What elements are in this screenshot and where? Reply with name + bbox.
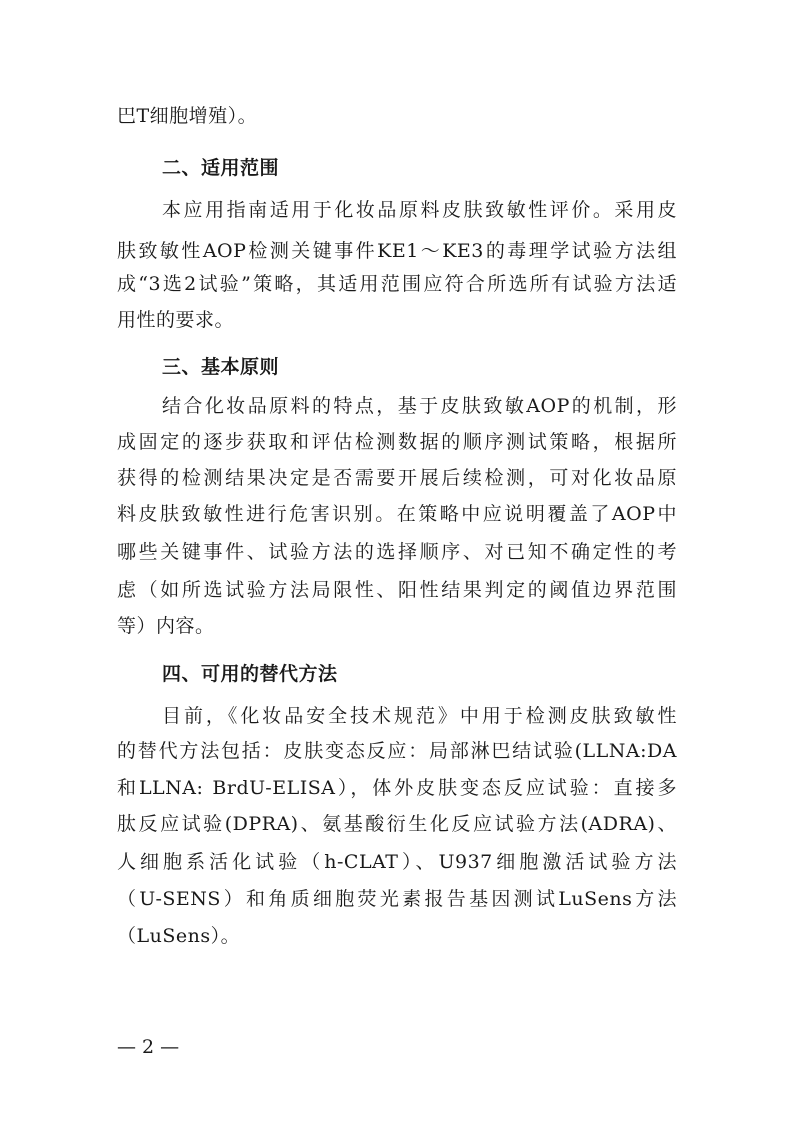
paragraph-line: 等）内容。 bbox=[117, 615, 215, 637]
paragraph-line: （LuSens）。 bbox=[117, 925, 241, 947]
paragraph-line: 人细胞系活化试验（h-CLAT）、U937细胞激活试验方法 bbox=[117, 851, 677, 873]
paragraph-line: 和LLNA: BrdU-ELISA），体外皮肤变态反应试验：直接多 bbox=[117, 777, 677, 799]
paragraph-line: 成固定的逐步获取和评估检测数据的顺序测试策略，根据所 bbox=[117, 431, 677, 453]
section-heading-scope: 二、适用范围 bbox=[162, 157, 280, 179]
paragraph-line: 本应用指南适用于化妆品原料皮肤致敏性评价。采用皮 bbox=[162, 199, 677, 221]
paragraph-line: 目前，《化妆品安全技术规范》中用于检测皮肤致敏性 bbox=[162, 705, 677, 727]
paragraph-line: 肤致敏性AOP检测关键事件KE1～KE3的毒理学试验方法组 bbox=[117, 240, 677, 262]
paragraph-line: 获得的检测结果决定是否需要开展后续检测，可对化妆品原 bbox=[117, 467, 677, 489]
section-heading-alternatives: 四、可用的替代方法 bbox=[162, 663, 338, 685]
section-heading-principles: 三、基本原则 bbox=[162, 356, 280, 378]
paragraph-line: （U-SENS）和角质细胞荧光素报告基因测试LuSens方法 bbox=[117, 888, 677, 910]
paragraph-line: 料皮肤致敏性进行危害识别。在策略中应说明覆盖了AOP中 bbox=[117, 503, 677, 525]
paragraph-line: 虑（如所选试验方法局限性、阳性结果判定的阈值边界范围 bbox=[117, 579, 677, 601]
continuation-line: 巴T细胞增殖）。 bbox=[117, 105, 258, 127]
paragraph-line: 的替代方法包括：皮肤变态反应：局部淋巴结试验(LLNA:DA bbox=[117, 740, 677, 762]
paragraph-line: 肽反应试验(DPRA)、氨基酸衍生化反应试验方法(ADRA)、 bbox=[117, 813, 677, 835]
page-number: — 2 — bbox=[117, 1036, 180, 1058]
paragraph-line: 哪些关键事件、试验方法的选择顺序、对已知不确定性的考 bbox=[117, 541, 677, 563]
paragraph-line: 用性的要求。 bbox=[117, 309, 235, 331]
paragraph-line: 结合化妆品原料的特点，基于皮肤致敏AOP的机制，形 bbox=[162, 395, 677, 417]
paragraph-line: 成“3选2试验”策略，其适用范围应符合所选所有试验方法适 bbox=[117, 273, 677, 295]
